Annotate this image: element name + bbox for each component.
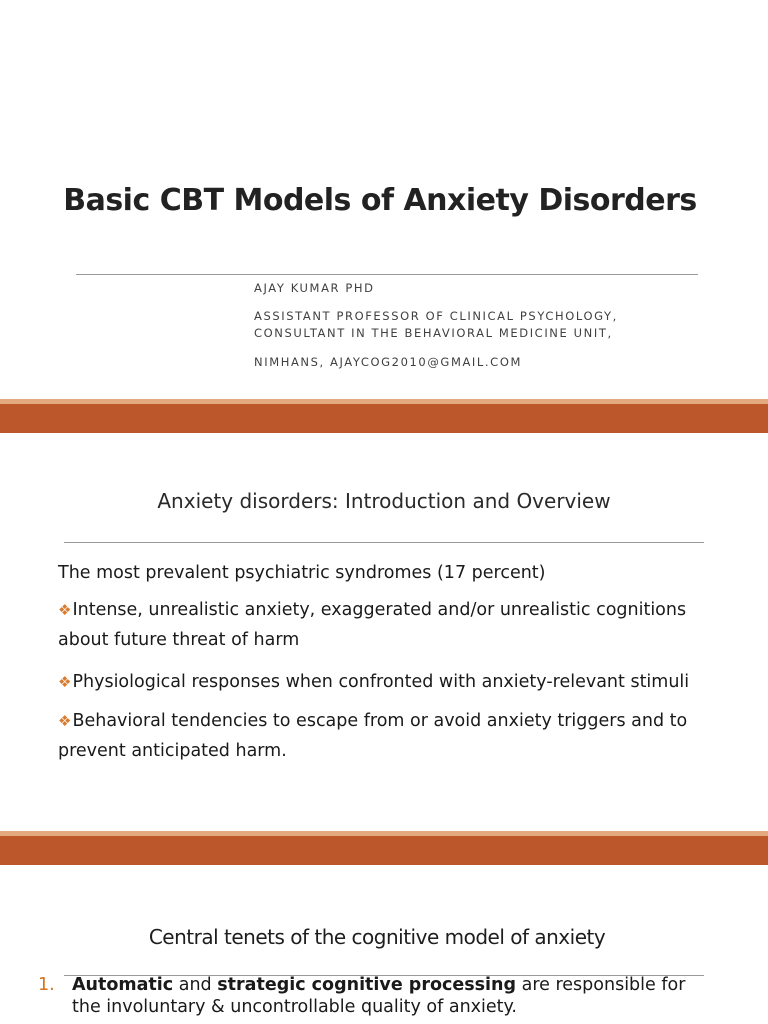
slide-tenets xyxy=(0,865,768,1024)
item-text xyxy=(72,974,718,1018)
diamond-bullet-icon: ❖ xyxy=(58,673,72,691)
intro-text: The most prevalent psychiatric syndromes (17 percent) xyxy=(58,563,546,583)
title-divider xyxy=(76,274,698,275)
item-number: 1. xyxy=(38,975,55,995)
bullet-item xyxy=(58,595,718,655)
slide-separator xyxy=(0,399,768,433)
author-name: AJAY KUMAR PHD xyxy=(254,281,375,295)
slide-separator xyxy=(0,831,768,865)
author-contact: NIMHANS, AJAYCOG2010@GMAIL.COM xyxy=(254,355,522,369)
item-rest: are responsible for the involuntary & uncontrollable quality of anxiety. xyxy=(72,975,686,1017)
bullet-text: Intense, unrealistic anxiety, exaggerated and/or unrealistic cognitions about future threat of harm xyxy=(58,600,687,650)
item-connector: and xyxy=(173,975,218,995)
bullet-text: Physiological responses when confronted with anxiety-relevant stimuli xyxy=(72,672,690,692)
slide-heading: Anxiety disorders: Introduction and Overview xyxy=(157,489,611,513)
diamond-bullet-icon: ❖ xyxy=(58,601,72,619)
slide-overview xyxy=(0,433,768,831)
bullet-text: Behavioral tendencies to escape from or avoid anxiety triggers and to prevent anticipated harm. xyxy=(58,711,688,761)
diamond-bullet-icon: ❖ xyxy=(58,712,72,730)
author-unit: CONSULTANT IN THE BEHAVIORAL MEDICINE UNIT, xyxy=(254,326,613,340)
bullet-item xyxy=(58,706,718,766)
slide-heading: Central tenets of the cognitive model of anxiety xyxy=(148,925,606,949)
slide-title xyxy=(0,0,768,399)
bold-term: strategic cognitive processing xyxy=(217,975,517,995)
author-position: ASSISTANT PROFESSOR OF CLINICAL PSYCHOLOGY, xyxy=(254,309,618,323)
bold-term: Automatic xyxy=(72,975,174,995)
bullet-item xyxy=(58,667,718,697)
numbered-item xyxy=(38,974,718,1018)
heading-divider xyxy=(64,542,704,543)
presentation-title: Basic CBT Models of Anxiety Disorders xyxy=(63,183,697,218)
